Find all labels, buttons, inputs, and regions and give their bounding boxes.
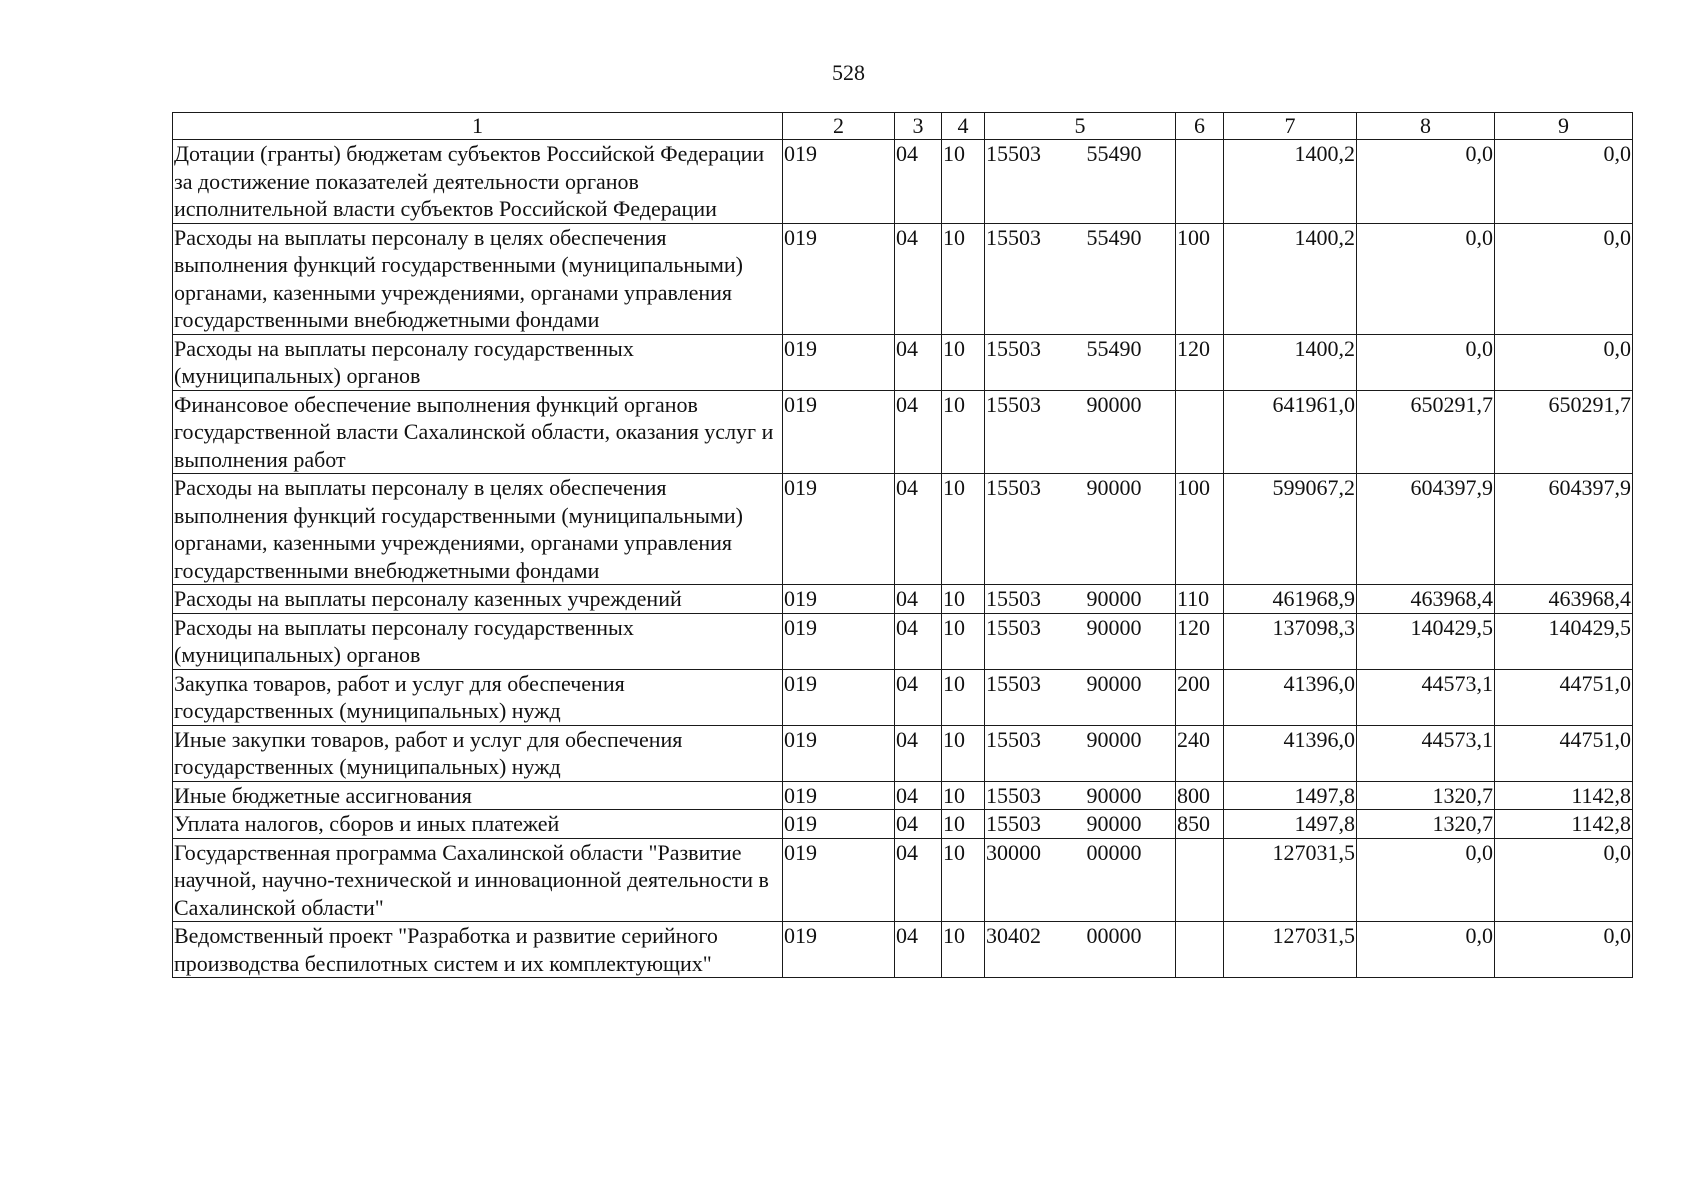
row-name: Расходы на выплаты персоналу в целях обеспечения выполнения функций государственными (муниципальными) органами, казенными учреждениями, органами управления государственными внебюджетными фондами [173,474,783,585]
amount-year1: 1400,2 [1224,334,1357,390]
amount-year3: 44751,0 [1495,725,1633,781]
column-header: 7 [1224,113,1357,140]
target-article-code [985,838,1176,922]
row-name: Иные закупки товаров, работ и услуг для обеспечения государственных (муниципальных) нужд [173,725,783,781]
row-name: Иные бюджетные ассигнования [173,781,783,810]
column-header: 4 [942,113,985,140]
admin-code: 019 [783,725,895,781]
column-header: 5 [985,113,1176,140]
target-article-part2: 55490 [1086,335,1142,361]
budget-table [172,112,1633,978]
subsection-code: 10 [942,613,985,669]
target-article-part2: 90000 [1086,726,1142,752]
amount-year1: 1400,2 [1224,223,1357,334]
target-article-part2: 90000 [1086,670,1142,696]
table-row [173,781,1633,810]
table-row [173,613,1633,669]
target-article-code [985,585,1176,614]
amount-year1: 41396,0 [1224,725,1357,781]
section-code: 04 [895,390,942,474]
target-article-part1: 15503 [986,224,1041,250]
subsection-code: 10 [942,585,985,614]
column-header: 9 [1495,113,1633,140]
amount-year1: 599067,2 [1224,474,1357,585]
amount-year3: 463968,4 [1495,585,1633,614]
table-row [173,838,1633,922]
page-number: 528 [832,60,865,85]
expense-type-code: 800 [1176,781,1224,810]
target-article-code [985,140,1176,224]
target-article-part2: 00000 [1086,839,1142,865]
amount-year3: 0,0 [1495,140,1633,224]
amount-year3: 0,0 [1495,922,1633,978]
target-article-part2: 90000 [1086,391,1142,417]
admin-code: 019 [783,781,895,810]
target-article-part2: 90000 [1086,475,1142,500]
amount-year2: 650291,7 [1357,390,1495,474]
target-article-part1: 15503 [986,141,1041,166]
row-name: Финансовое обеспечение выполнения функций органов государственной власти Сахалинской области, оказания услуг и выполнения работ [173,390,783,474]
admin-code: 019 [783,334,895,390]
amount-year1: 127031,5 [1224,838,1357,922]
row-name: Государственная программа Сахалинской области "Развитие научной, научно-технической и инновационной деятельности в Сахалинской области" [173,838,783,922]
amount-year3: 140429,5 [1495,613,1633,669]
admin-code: 019 [783,585,895,614]
row-name: Расходы на выплаты персоналу казенных учреждений [173,585,783,614]
amount-year2: 1320,7 [1357,781,1495,810]
subsection-code: 10 [942,922,985,978]
amount-year2: 604397,9 [1357,474,1495,585]
column-header: 8 [1357,113,1495,140]
target-article-part2: 90000 [1086,811,1142,836]
target-article-part1: 30402 [986,923,1041,948]
expense-type-code: 100 [1176,474,1224,585]
target-article-part1: 15503 [986,614,1041,640]
target-article-part1: 30000 [986,839,1041,865]
admin-code: 019 [783,390,895,474]
expense-type-code [1176,390,1224,474]
amount-year3: 604397,9 [1495,474,1633,585]
expense-type-code [1176,140,1224,224]
amount-year3: 1142,8 [1495,810,1633,839]
expense-type-code: 110 [1176,585,1224,614]
admin-code: 019 [783,140,895,224]
target-article-part2: 55490 [1086,141,1142,166]
section-code: 04 [895,223,942,334]
target-article-part2: 90000 [1086,782,1142,808]
row-name: Расходы на выплаты персоналу государственных (муниципальных) органов [173,613,783,669]
table-row [173,922,1633,978]
target-article-code [985,613,1176,669]
target-article-part1: 15503 [986,391,1041,417]
amount-year1: 137098,3 [1224,613,1357,669]
target-article-part2: 00000 [1086,923,1142,948]
target-article-part1: 15503 [986,811,1041,836]
expense-type-code: 200 [1176,669,1224,725]
expense-type-code: 120 [1176,613,1224,669]
table-row [173,334,1633,390]
amount-year3: 44751,0 [1495,669,1633,725]
amount-year2: 0,0 [1357,334,1495,390]
subsection-code: 10 [942,223,985,334]
target-article-part1: 15503 [986,475,1041,500]
amount-year2: 1320,7 [1357,810,1495,839]
amount-year3: 1142,8 [1495,781,1633,810]
expense-type-code [1176,922,1224,978]
column-header: 6 [1176,113,1224,140]
row-name: Дотации (гранты) бюджетам субъектов Российской Федерации за достижение показателей деятельности органов исполнительной власти субъектов Российской Федерации [173,140,783,224]
amount-year3: 650291,7 [1495,390,1633,474]
row-name: Расходы на выплаты персоналу государственных (муниципальных) органов [173,334,783,390]
section-code: 04 [895,140,942,224]
amount-year2: 140429,5 [1357,613,1495,669]
section-code: 04 [895,810,942,839]
amount-year1: 461968,9 [1224,585,1357,614]
admin-code: 019 [783,223,895,334]
target-article-part2: 55490 [1086,224,1142,250]
subsection-code: 10 [942,810,985,839]
section-code: 04 [895,613,942,669]
column-header: 2 [783,113,895,140]
subsection-code: 10 [942,334,985,390]
subsection-code: 10 [942,669,985,725]
section-code: 04 [895,725,942,781]
target-article-code [985,781,1176,810]
row-name: Закупка товаров, работ и услуг для обеспечения государственных (муниципальных) нужд [173,669,783,725]
section-code: 04 [895,585,942,614]
amount-year2: 0,0 [1357,223,1495,334]
target-article-code [985,922,1176,978]
target-article-code [985,223,1176,334]
subsection-code: 10 [942,390,985,474]
admin-code: 019 [783,474,895,585]
amount-year2: 0,0 [1357,140,1495,224]
subsection-code: 10 [942,781,985,810]
table-row [173,725,1633,781]
row-name: Уплата налогов, сборов и иных платежей [173,810,783,839]
target-article-code [985,474,1176,585]
admin-code: 019 [783,810,895,839]
expense-type-code: 100 [1176,223,1224,334]
section-code: 04 [895,781,942,810]
target-article-part1: 15503 [986,670,1041,696]
admin-code: 019 [783,838,895,922]
amount-year2: 0,0 [1357,922,1495,978]
amount-year1: 1497,8 [1224,810,1357,839]
table-row [173,223,1633,334]
amount-year1: 127031,5 [1224,922,1357,978]
expense-type-code: 120 [1176,334,1224,390]
column-header: 1 [173,113,783,140]
section-code: 04 [895,334,942,390]
section-code: 04 [895,474,942,585]
subsection-code: 10 [942,140,985,224]
target-article-code [985,390,1176,474]
table-row [173,474,1633,585]
target-article-part2: 90000 [1086,614,1142,640]
subsection-code: 10 [942,474,985,585]
section-code: 04 [895,669,942,725]
amount-year1: 1400,2 [1224,140,1357,224]
admin-code: 019 [783,669,895,725]
amount-year3: 0,0 [1495,223,1633,334]
amount-year3: 0,0 [1495,838,1633,922]
amount-year1: 641961,0 [1224,390,1357,474]
target-article-code [985,810,1176,839]
amount-year2: 0,0 [1357,838,1495,922]
admin-code: 019 [783,922,895,978]
target-article-part1: 15503 [986,335,1041,361]
expense-type-code: 850 [1176,810,1224,839]
admin-code: 019 [783,613,895,669]
expense-type-code [1176,838,1224,922]
target-article-part1: 15503 [986,726,1041,752]
amount-year2: 44573,1 [1357,669,1495,725]
row-name: Ведомственный проект "Разработка и развитие серийного производства беспилотных систем и их комплектующих" [173,922,783,978]
amount-year2: 44573,1 [1357,725,1495,781]
target-article-code [985,669,1176,725]
amount-year2: 463968,4 [1357,585,1495,614]
section-code: 04 [895,838,942,922]
table-row [173,810,1633,839]
column-header: 3 [895,113,942,140]
table-row [173,669,1633,725]
subsection-code: 10 [942,838,985,922]
expense-type-code: 240 [1176,725,1224,781]
amount-year3: 0,0 [1495,334,1633,390]
target-article-code [985,334,1176,390]
table-row [173,585,1633,614]
target-article-part1: 15503 [986,782,1041,808]
section-code: 04 [895,922,942,978]
table-header-row [173,113,1633,140]
target-article-part1: 15503 [986,586,1041,611]
row-name: Расходы на выплаты персоналу в целях обеспечения выполнения функций государственными (муниципальными) органами, казенными учреждениями, органами управления государственными внебюджетными фондами [173,223,783,334]
target-article-part2: 90000 [1086,586,1142,611]
target-article-code [985,725,1176,781]
amount-year1: 1497,8 [1224,781,1357,810]
subsection-code: 10 [942,725,985,781]
table-row [173,140,1633,224]
table-row [173,390,1633,474]
amount-year1: 41396,0 [1224,669,1357,725]
